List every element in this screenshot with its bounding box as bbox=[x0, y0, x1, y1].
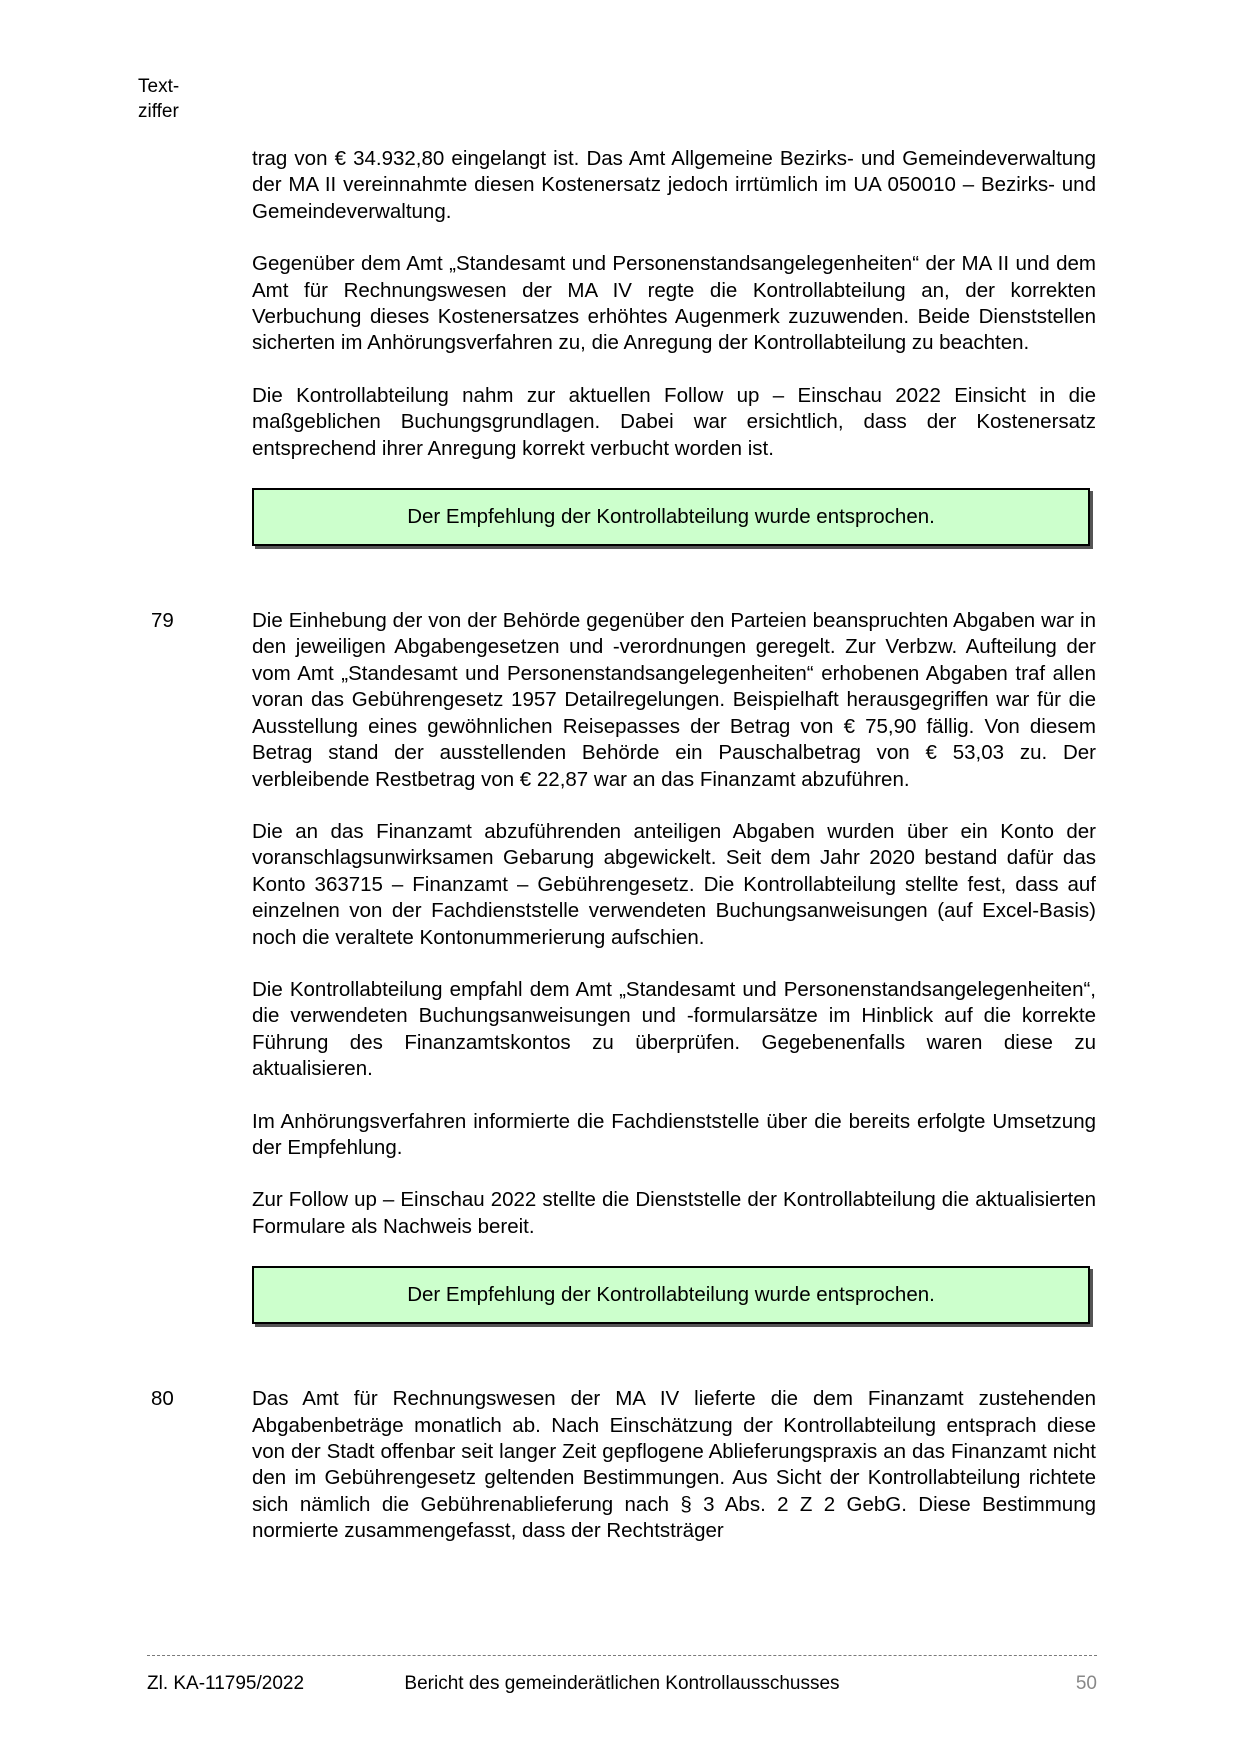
paragraph: Die Einhebung der von der Behörde gegenüber den Parteien beanspruchten Abgaben war in den jeweiligen Abgabengesetzen und -verordnungen geregelt. Zur Verbzw. Aufteilung der vom Amt „Standesamt und Personenstandsangelegenheiten“ erhobenen Abgaben traf allen voran das Gebührengesetz 1957 Detailregelungen. Beispielhaft herausgegriffen war für die Ausstellung eines gewöhnlichen Reisepasses der Betrag von € 75,90 fällig. Von diesem Betrag stand der ausstellenden Behörde ein Pauschalbetrag von € 53,03 zu. Der verbleibende Restbetrag von € 22,87 war an das Finanzamt abzuführen. bbox=[252, 609, 1096, 791]
paragraph: Das Amt für Rechnungswesen der MA IV lieferte die dem Finanzamt zustehenden Abgabenbeträge monatlich ab. Nach Einschätzung der Kontrollabteilung entsprach diese von der Stadt offenbar seit langer Zeit gepflogene Ablieferungspraxis an das Finanzamt nicht den im Gebührengesetz geltenden Bestimmungen. Aus Sicht der Kontrollabteilung richtete sich nämlich die Gebührenablieferung nach § 3 Abs. 2 Z 2 GebG. Diese Bestimmung normierte zusammengefasst, dass der Rechtsträger bbox=[252, 1387, 1096, 1543]
recommendation-status-box bbox=[252, 1266, 1090, 1324]
margin-label-line-2: ziffer bbox=[138, 101, 179, 122]
paragraph: Zur Follow up – Einschau 2022 stellte die Dienststelle der Kontrollabteilung die aktualisierten Formulare als Nachweis bereit. bbox=[252, 1188, 1096, 1238]
margin-label bbox=[138, 74, 179, 124]
footer-reference: Zl. KA-11795/2022 bbox=[147, 1673, 305, 1694]
paragraph: Die an das Finanzamt abzuführenden anteiligen Abgaben wurden über ein Konto der voranschlagsunwirksamen Gebarung abgewickelt. Seit dem Jahr 2020 bestand dafür das Konto 363715 – Finanzamt – Gebührengesetz. Die Kontrollabteilung stellte fest, dass auf einzelnen von der Fachdienststelle verwendeten Buchungsanweisungen (auf Excel-Basis) noch die veraltete Kontonummerierung aufschien. bbox=[252, 819, 1096, 949]
margin-label-line-1: Text- bbox=[138, 76, 180, 97]
paragraph: Im Anhörungsverfahren informierte die Fachdienststelle über die bereits erfolgte Umsetzung der Empfehlung. bbox=[252, 1109, 1096, 1159]
paragraph: Die Kontrollabteilung nahm zur aktuellen Follow up – Einschau 2022 Einsicht in die maßgeblichen Buchungsgrundlagen. Dabei war ersichtlich, dass der Kostenersatz entsprechend ihrer Anregung korrekt verbucht worden ist. bbox=[252, 383, 1096, 460]
section-number: 80 bbox=[151, 1387, 174, 1411]
recommendation-status-box bbox=[252, 488, 1090, 546]
continuation-section bbox=[252, 146, 1096, 546]
section-number: 79 bbox=[151, 609, 174, 633]
footer-divider bbox=[147, 1655, 1097, 1656]
section-80 bbox=[151, 1386, 1096, 1544]
page-number: 50 bbox=[1075, 1673, 1097, 1694]
footer-title: Bericht des gemeinderätlichen Kontrollausschusses bbox=[404, 1673, 840, 1694]
paragraph: Die Kontrollabteilung empfahl dem Amt „Standesamt und Personenstandsangelegenheiten“, die verwendeten Buchungsanweisungen und -formularsätze im Hinblick auf die korrekte Führung des Finanzamtskontos zu überprüfen. Gegebenenfalls waren diese zu aktualisieren. bbox=[252, 977, 1096, 1081]
paragraph: Gegenüber dem Amt „Standesamt und Personenstandsangelegenheiten“ der MA II und dem Amt für Rechnungswesen der MA IV regte die Kontrollabteilung an, der korrekten Verbuchung dieses Kostenersatzes erhöhtes Augenmerk zuzuwenden. Beide Dienststellen sicherten im Anhörungsverfahren zu, die Anregung der Kontrollabteilung zu beachten. bbox=[252, 252, 1096, 355]
document-body bbox=[151, 146, 1096, 1571]
recommendation-status-text: Der Empfehlung der Kontrollabteilung wurde entsprochen. bbox=[407, 1283, 935, 1307]
recommendation-status-text: Der Empfehlung der Kontrollabteilung wurde entsprochen. bbox=[407, 505, 935, 529]
section-79 bbox=[151, 608, 1096, 1324]
paragraph: trag von € 34.932,80 eingelangt ist. Das Amt Allgemeine Bezirks- und Gemeindeverwaltung der MA II vereinnahmte diesen Kostenersatz jedoch irrtümlich im UA 050010 – Bezirks- und Gemeindeverwaltung. bbox=[252, 147, 1096, 223]
